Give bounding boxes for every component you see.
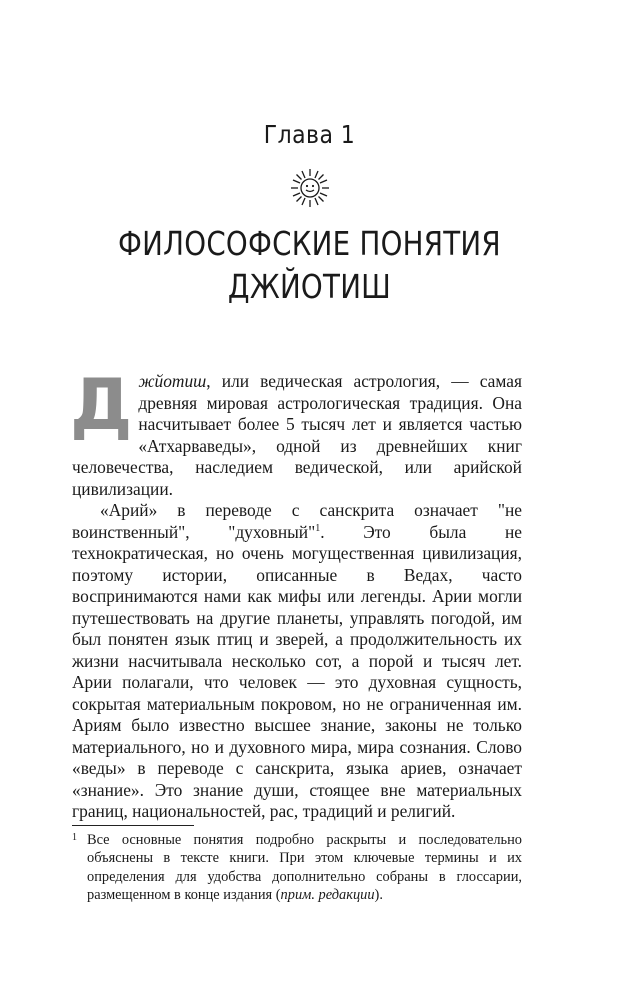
chapter-title-line-1: ФИЛОСОФСКИЕ ПОНЯТИЯ [118,224,501,263]
body-text [70,364,522,823]
paragraph-2-text-b: . Это была не технократическая, но очень могущественная цивилизация, поэтому истории, описанные в Ведах, часто воспринимаются нами как мифы или легенды. Арии могли путешествовать на другие планеты, управлять погодой, им был понятен язык птиц и зверей, а продолжительность их жизни насчитывала несколько сот, а порой и тысяч лет. Арии полагали, что человек — это духовная сущность, сокрытая материальным покровом, но не ограниченная им. Ариям было известно высшее знание, законы не только материального, но и духовного мира, мира сознания. Слово «веды» в переводе с санскрита, языка ариев, означает «знание». Это знание души, стоящее вне материальных границ, национальностей, рас, традиций и религий. [72,521,522,821]
chapter-label: Глава 1 [263,120,356,149]
footnote-number: 1 [72,832,77,843]
footnote-end: ). [374,886,383,903]
paragraph-2-text-a: «Арий» в переводе с санскрита означает "не воинственный", "духовный" [72,500,522,542]
paragraph-1 [70,364,522,500]
footnote-body [87,831,522,904]
footnote-ref: 1 [315,522,321,534]
sun-face-icon [289,167,331,209]
footnote-text: Все основные понятия подробно раскрыты и последовательно объяснены в тексте книги. При этом ключевые термины и их определения для удобства дополнительно собраны в глоссарии, размещенном в конце издания ( [87,832,522,903]
footnote [72,831,522,904]
chapter-title [0,222,619,308]
footnote-divider [72,825,194,826]
term-jyotish: жйотиш [138,371,207,391]
paragraph-2 [72,500,522,823]
paragraph-1-text: , или ведическая астрология, — самая древняя мировая астрологическая традиция. Она насчитывает более 5 тысяч лет и является частью «Атхарваведы», одной из древнейших книг человечества, наследием ведической, или арийской цивилизации. [72,371,522,499]
footnote-italic: прим. редакции [280,886,375,903]
chapter-title-line-2: ДЖЙОТИШ [227,267,392,306]
drop-cap: Д [70,364,133,446]
